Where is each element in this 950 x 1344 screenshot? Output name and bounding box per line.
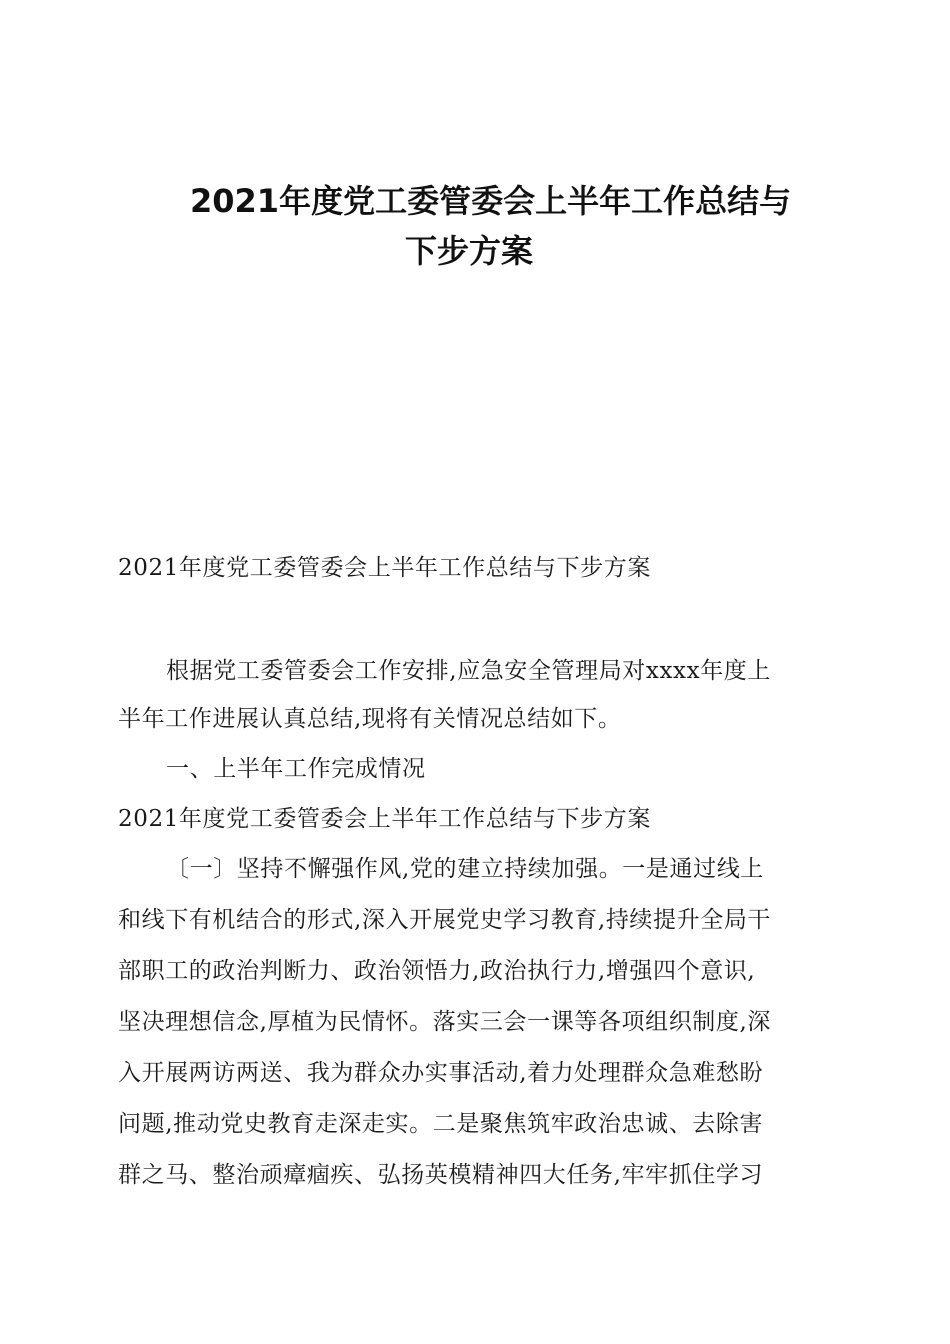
paragraph-line: 和线下有机结合的形式,深入开展党史学习教育,持续提升全局干 bbox=[118, 907, 772, 933]
document-title bbox=[0, 176, 950, 276]
title-line-1: 2021年度党工委管委会上半年工作总结与 bbox=[190, 182, 792, 220]
paragraph-line: 〔一〕坚持不懈强作风,党的建立持续加强。一是通过线上 bbox=[166, 856, 764, 882]
paragraph-line: 入开展两访两送、我为群众办实事活动,着力处理群众急难愁盼 bbox=[118, 1060, 764, 1086]
paragraph-line: 坚决理想信念,厚植为民情怀。落实三会一课等各项组织制度,深 bbox=[118, 1009, 772, 1035]
paragraph-line: 问题,推动党史教育走深走实。二是聚焦筑牢政治忠诚、去除害 bbox=[118, 1111, 764, 1137]
paragraph-line: 部职工的政治判断力、政治领悟力,政治执行力,增强四个意识, bbox=[118, 958, 756, 984]
paragraph-line: 半年工作进展认真总结,现将有关情况总结如下。 bbox=[118, 706, 622, 732]
title-line-2: 下步方案 bbox=[405, 232, 534, 270]
section-heading: 一、上半年工作完成情况 bbox=[166, 756, 426, 782]
paragraph-line: 2021年度党工委管委会上半年工作总结与下步方案 bbox=[118, 806, 651, 832]
document-subtitle: 2021年度党工委管委会上半年工作总结与下步方案 bbox=[118, 555, 651, 581]
paragraph-line: 群之马、整治顽瘴痼疾、弘扬英模精神四大任务,牢牢抓住学习 bbox=[118, 1162, 764, 1188]
paragraph-line: 根据党工委管委会工作安排,应急安全管理局对xxxx年度上 bbox=[166, 658, 771, 684]
